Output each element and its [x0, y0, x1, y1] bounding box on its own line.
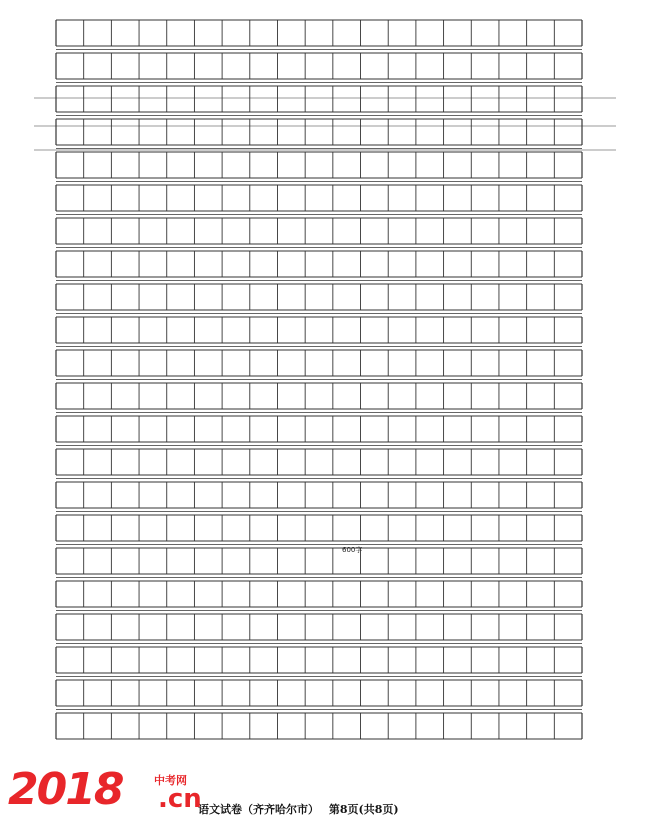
page-footer: [198, 801, 405, 817]
word-count-marker: 600字: [342, 546, 363, 554]
watermark-logo: [8, 764, 202, 824]
footer-page-number: 第8页(共8页): [328, 803, 399, 816]
watermark-year: 2018: [8, 764, 123, 815]
watermark-site-name: 中考网: [154, 774, 187, 787]
footer-subject: 语文试卷（齐齐哈尔市）: [198, 803, 319, 816]
watermark-domain: .cn: [158, 784, 202, 814]
